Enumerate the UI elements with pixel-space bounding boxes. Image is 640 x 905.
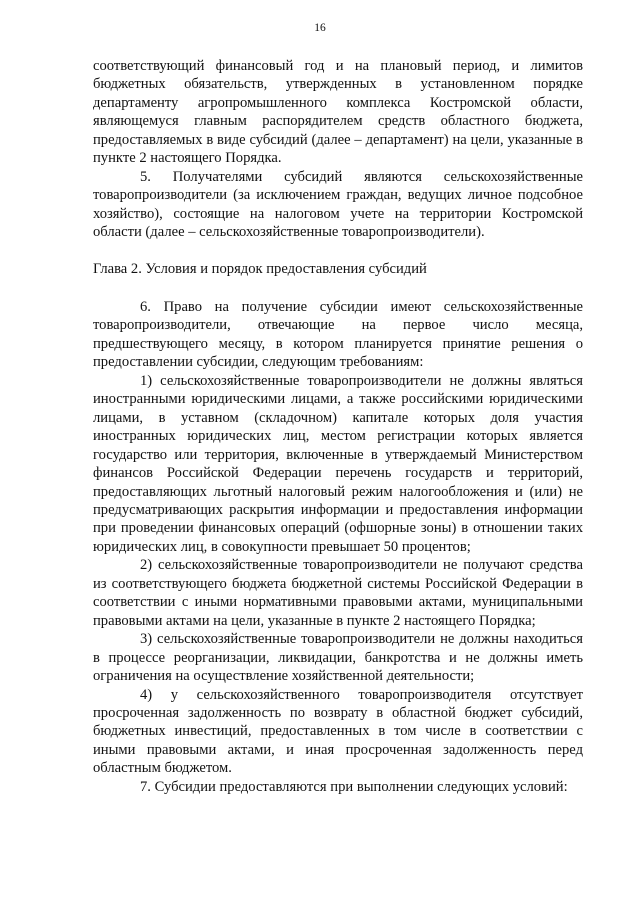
paragraph-6: 6. Право на получение субсидии имеют сельскохозяйственные товаропроизводители, отвечающие на первое число месяца, предшествующего месяцу, в котором планируется принятие решения о предоставлении субсидии, следующим требованиям: bbox=[93, 298, 583, 371]
requirement-2: 2) сельскохозяйственные товаропроизводители не получают средства из соответствующего бюджета бюджетной системы Российской Федерации в соответствии с иными нормативными правовыми актами, муниципальными правовыми актами на цели, указанные в пункте 2 настоящего Порядка; bbox=[93, 557, 583, 629]
page-number: 16 bbox=[314, 22, 326, 34]
paragraph-continuation: соответствующий финансовый год и на плановый период, и лимитов бюджетных обязательств, утвержденных в установленном порядке департаменту агропромышленного комплекса Костромской области, являющемуся главным распорядителем средств областного бюджета, предоставляемых в виде субсидий (далее – департамент) на цели, указанные в пункте 2 настоящего Порядка. bbox=[93, 58, 583, 167]
requirement-4: 4) у сельскохозяйственного товаропроизводителя отсутствует просроченная задолженность по возврату в областной бюджет субсидий, бюджетных инвестиций, предоставленных в том числе в соответствии с иными правовыми актами, и иная просроченная задолженность перед областным бюджетом. bbox=[93, 686, 583, 777]
document-body bbox=[93, 57, 583, 796]
requirement-1: 1) сельскохозяйственные товаропроизводители не должны являться иностранными юридическими лицами, а также российскими юридическими лицами, в уставном (складочном) капитале которых доля участия иностранных юридических лиц, местом регистрации которых является государство или территория, включенные в утверждаемый Министерством финансов Российской Федерации перечень государств и территорий, предоставляющих льготный налоговый режим налогообложения и (или) не предусматривающих раскрытия информации и предоставления информации при проведении финансовых операций (офшорные зоны) в отношении таких юридических лиц, в совокупности превышает 50 процентов; bbox=[93, 372, 583, 555]
paragraph-5: 5. Получателями субсидий являются сельскохозяйственные товаропроизводители (за исключением граждан, ведущих личное подсобное хозяйство), состоящие на налоговом учете на территории Костромской области (далее – сельскохозяйственные товаропроизводители). bbox=[93, 168, 583, 241]
chapter-heading: Глава 2. Условия и порядок предоставления субсидий bbox=[93, 260, 427, 277]
requirement-3: 3) сельскохозяйственные товаропроизводители не должны находиться в процессе реорганизации, ликвидации, банкротства и не должны иметь ограничения на осуществление хозяйственной деятельности; bbox=[93, 631, 583, 685]
paragraph-7: 7. Субсидии предоставляются при выполнении следующих условий: bbox=[140, 778, 568, 795]
